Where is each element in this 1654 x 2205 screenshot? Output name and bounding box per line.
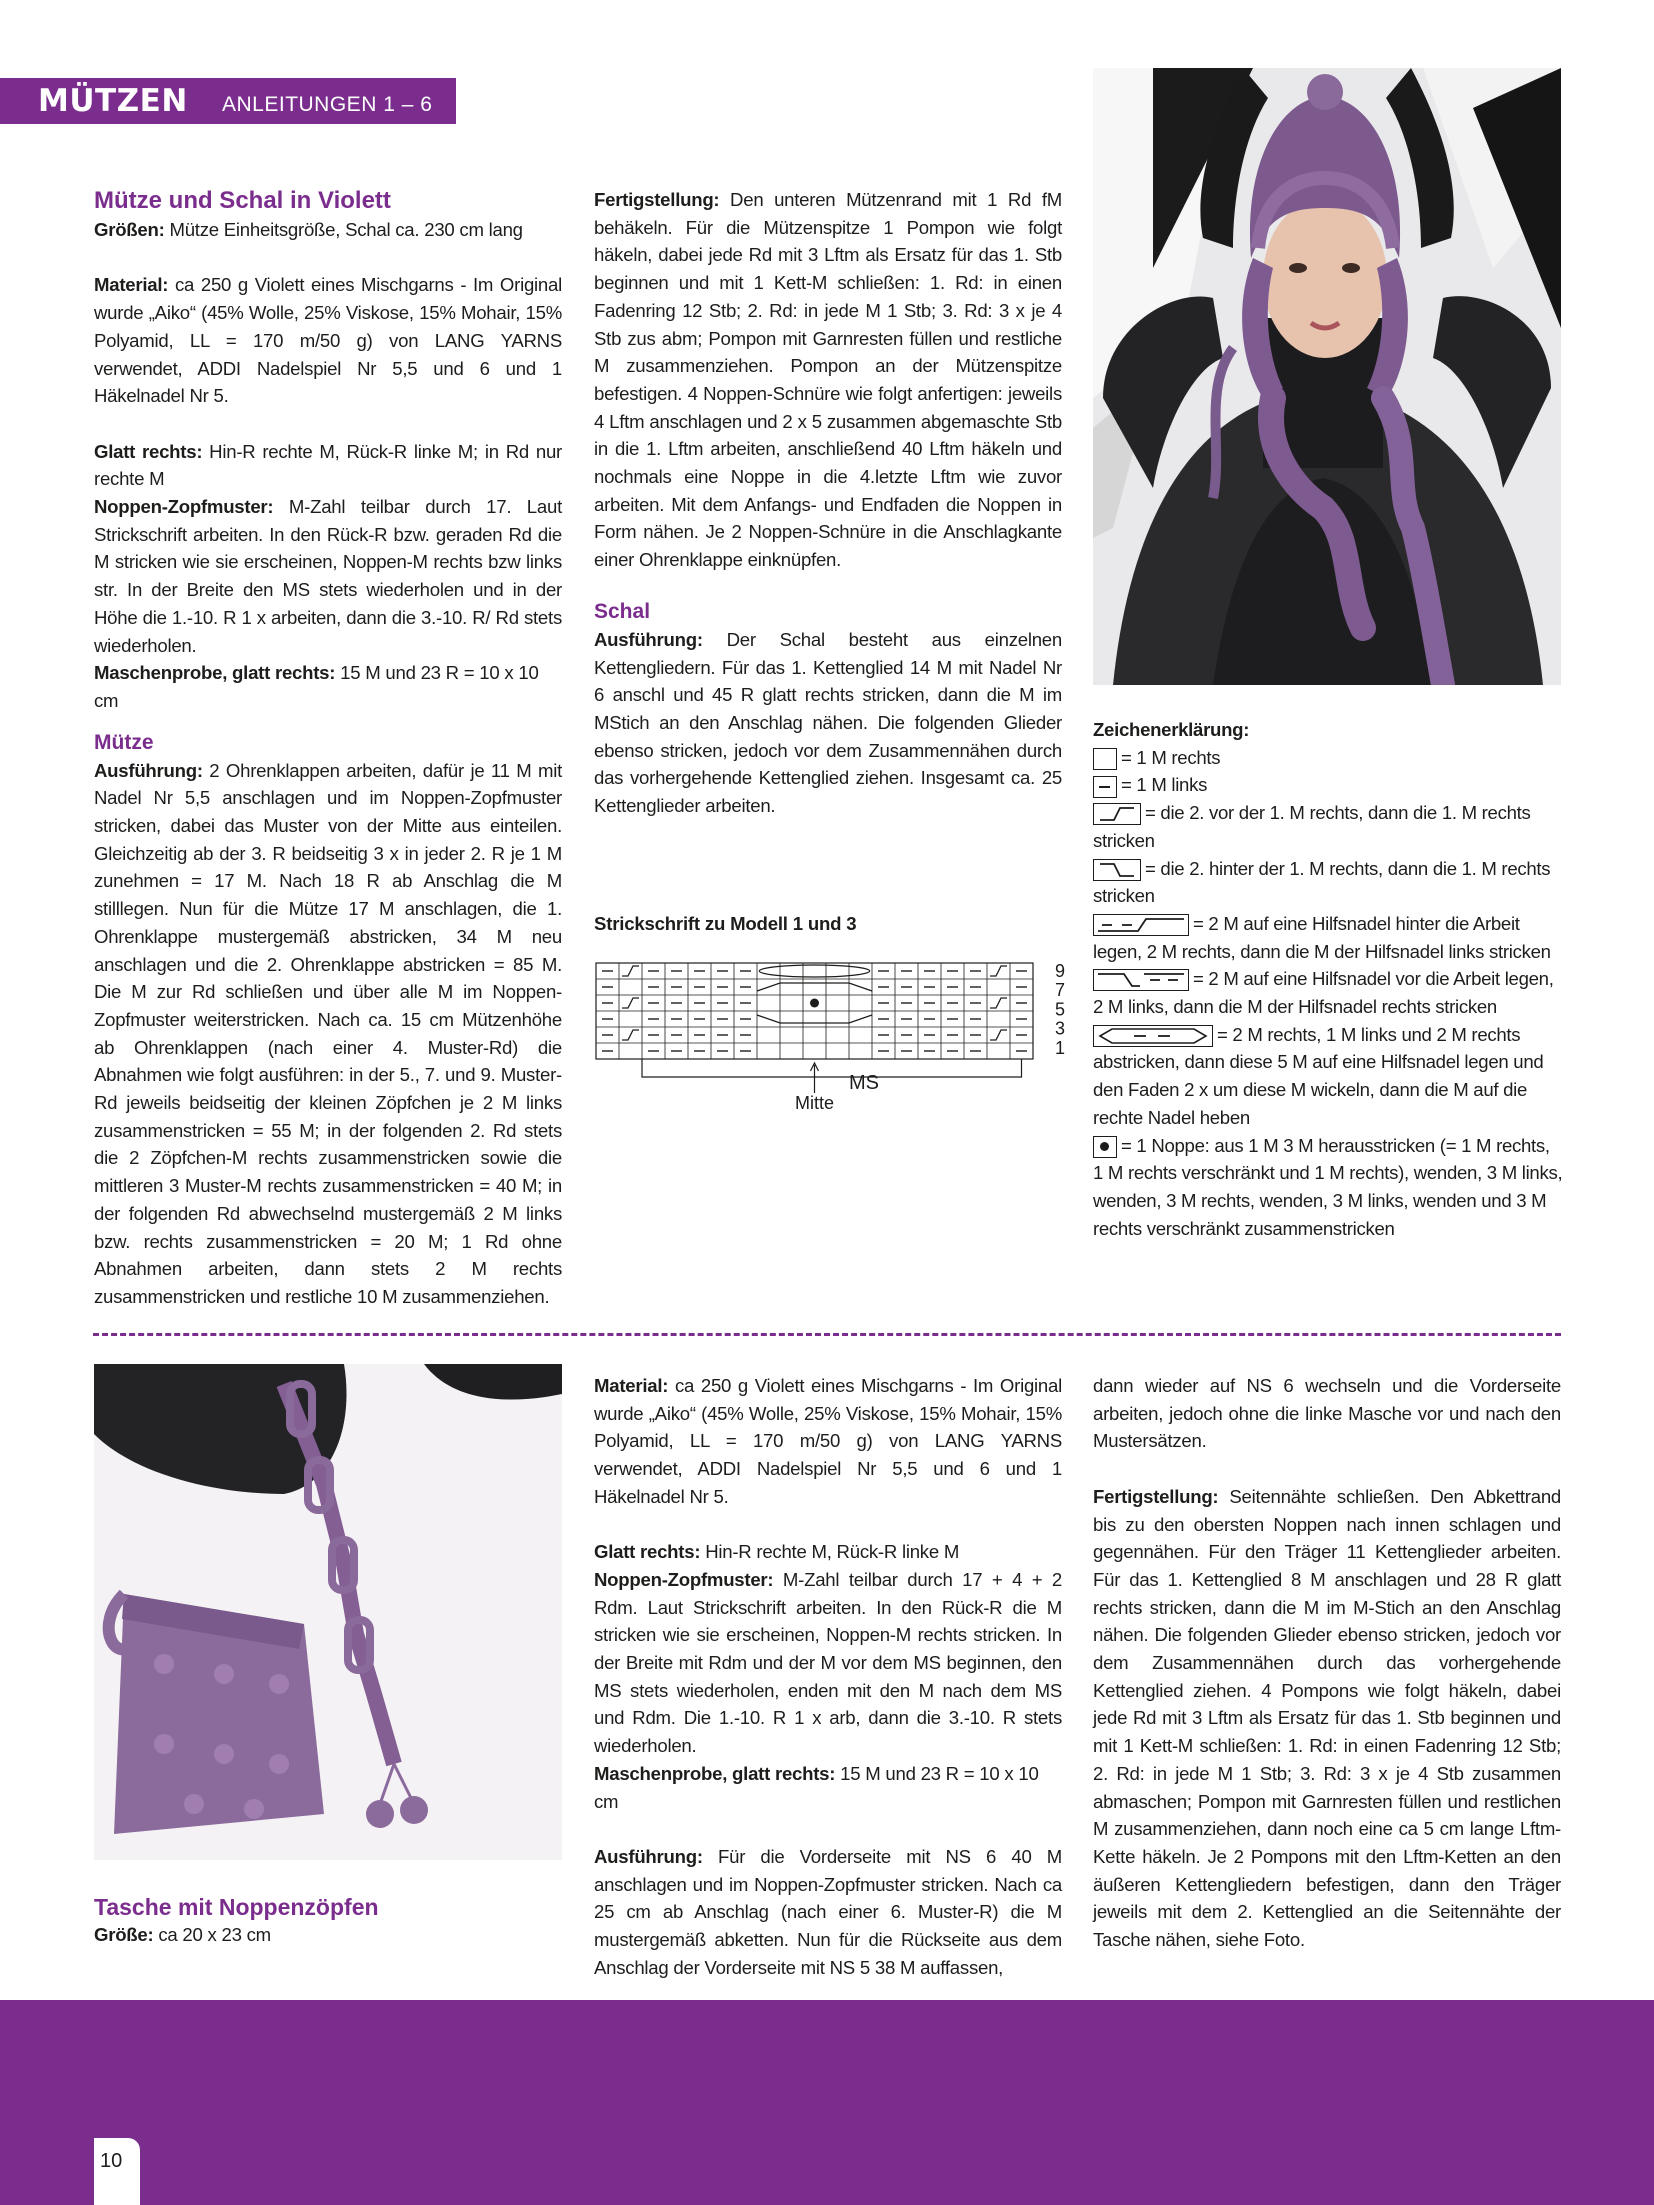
label: Ausführung: bbox=[94, 759, 203, 781]
label: Ausführung: bbox=[594, 1845, 703, 1867]
text: M-Zahl teilbar durch 17. Laut Strickschrift arbeiten. In den Rück-R bzw. geraden Rd die M stricken wie sie erscheinen, Noppen-M rechts bzw links str. In der Breite den MS stets wiederholen und in der Höhe die 1.-10. R 1 x arbeiten, dann die 3.-10. R/ Rd stets wiederholen. bbox=[94, 496, 562, 656]
chart-center-label: Mitte bbox=[794, 1093, 835, 1113]
text: 15 M und 23 R = 10 x 10 cm bbox=[594, 1762, 1039, 1812]
legend-item: = die 2. vor der 1. M rechts, dann die 1. M rechts stricken bbox=[1093, 802, 1531, 851]
label: Material: bbox=[594, 1375, 669, 1396]
text: Hin-R rechte M, Rück-R linke M bbox=[700, 1541, 960, 1563]
cable-back-symbol-icon bbox=[1093, 914, 1189, 936]
label: Noppen-Zopfmuster: bbox=[94, 496, 274, 517]
chart-row-label: 9 bbox=[1055, 961, 1066, 981]
text: ca 250 g Violett eines Mischgarns - Im Original wurde „Aiko“ (45% Wolle, 25% Viskose, 15% Mohair, 15% Polyamid, LL = 170 m/50 g) von LANG YARNS verwendet, ADDI Nadelspiel Nr 5,5 und 6 und 1 Häkelnadel Nr 5. bbox=[94, 274, 562, 407]
subsection-title: Mütze bbox=[94, 730, 154, 754]
bobble-symbol-icon bbox=[1093, 1136, 1117, 1158]
label: Fertigstellung: bbox=[594, 189, 720, 210]
chart-title: Strickschrift zu Modell 1 und 3 bbox=[594, 913, 857, 934]
label: Glatt rechts: bbox=[594, 1541, 701, 1563]
text: Mütze Einheitsgröße, Schal ca. 230 cm lang bbox=[164, 219, 523, 240]
bag-title: Tasche mit Noppenzöpfen bbox=[94, 1894, 379, 1920]
section-divider bbox=[93, 1333, 1561, 1336]
knit-symbol-icon bbox=[1093, 748, 1117, 770]
page-number: 10 bbox=[100, 2150, 123, 2172]
bag-caption bbox=[94, 1893, 562, 1949]
text: Den unteren Mützenrand mit 1 Rd fM behäkeln. Für die Mützenspitze 1 Pompon wie folgt häkeln, dabei jede Rd mit 3 Lftm als Ersatz für das 1. Stb beginnen und mit 1 Kett-M schließen: 1. Rd: in einen Fadenring 12 Stb; 2. Rd: in jede M 1 Stb; 3. Rd: 3 x je 4 Stb zus abm; Pompon mit Garnresten füllen und restliche M zusammenziehen. Pompon an der Mützenspitze befestigen. 4 Noppen-Schnüre wie folgt anfertigen: jeweils 4 Lftm anschlagen und 2 x 5 zusammen abgemaschte Stb in die 1. Lftm arbeiten, anschließend 40 Lftm häkeln und nochmals eine Noppe in die 4.letzte Lftm wie zuvor arbeiten. Mit dem Anfangs- und Endfaden die Noppen in Form nähen. Je 2 Noppen-Schnüre in die Anschlagkante einer Ohrenklappe einknüpfen. bbox=[594, 189, 1062, 571]
knitting-chart bbox=[592, 955, 1072, 1115]
text: Seitennähte schließen. Den Abkettrand bis zu den obersten Noppen nach innen schlagen und gegennähen. Für den Träger 11 Kettenglieder arbeiten. Für das 1. Kettenglied 8 M anschlagen und 28 R glatt rechts stricken, dann die M im M-Stich an den Anschlag nähen. Die folgenden Glieder ebenso stricken, jedoch vor dem Zusammennähen durch das vorhergehende Kettenglied ziehen. 4 Pompons wie folgt häkeln, dabei jede Rd mit 3 Lftm als Ersatz für das 1. Stb beginnen und mit 1 Kett-M schließen: 1. Rd: in einen Fadenring 12 Stb; 2. Rd: in jede M 1 Stb; 3. Rd: 3 x je 4 Stb zusammen abmaschen; Pompon mit Garnresten füllen und restlichen M zusammenziehen, dann noch eine ca 5 cm lange Lftm-Kette häkeln. Je 2 Pompons mit den Lftm-Ketten an den äußeren Kettengliedern befestigen, dann den Träger jeweils mit dem 2. Kettenglied an die Seitennähte der Tasche nähen, siehe Foto. bbox=[1093, 1485, 1561, 1951]
subsection-title: Schal bbox=[594, 599, 651, 623]
cable-front-symbol-icon bbox=[1093, 969, 1189, 991]
section-subtitle: ANLEITUNGEN 1 – 6 bbox=[222, 93, 433, 116]
wrap-symbol-icon bbox=[1093, 1025, 1213, 1047]
label: Größe: bbox=[94, 1924, 154, 1945]
bag-column-3 bbox=[1093, 1372, 1561, 1954]
text: ca 20 x 23 cm bbox=[153, 1924, 271, 1945]
label: Material: bbox=[94, 274, 169, 296]
legend-item: = 1 M rechts bbox=[1121, 746, 1221, 768]
label: Fertigstellung: bbox=[1093, 1485, 1219, 1507]
text: ca 250 g Violett eines Mischgarns - Im Original wurde „Aiko“ (45% Wolle, 25% Viskose, 15% Mohair, 15% Polyamid, LL = 170 m/50 g) von LANG YARNS verwendet, ADDI Nadelspiel Nr 5,5 und 6 und 1 Häkelnadel Nr 5. bbox=[594, 1375, 1062, 1507]
legend-item: = 1 M links bbox=[1121, 774, 1208, 796]
chart-row-label: 3 bbox=[1055, 1018, 1066, 1039]
column-2 bbox=[594, 186, 1062, 820]
bag-column-2 bbox=[594, 1372, 1062, 1981]
chart-row-label: 1 bbox=[1055, 1037, 1066, 1058]
article-title: Mütze und Schal in Violett bbox=[94, 187, 391, 214]
legend-item: = 2 M rechts, 1 M links und 2 M rechts abstricken, dann diese 5 M auf eine Hilfsnadel legen und den Faden 2 x um diese M wickeln, dann die M auf die rechte Nadel heben bbox=[1093, 1023, 1544, 1128]
label: Maschenprobe, glatt rechts: bbox=[594, 1762, 836, 1784]
legend-item: = die 2. hinter der 1. M rechts, dann die 1. M rechts stricken bbox=[1093, 857, 1551, 907]
bag-photo bbox=[94, 1364, 562, 1860]
cross-left-symbol-icon bbox=[1093, 859, 1141, 881]
label: Größen: bbox=[94, 219, 165, 240]
label: Maschenprobe, glatt rechts: bbox=[94, 662, 336, 684]
column-1 bbox=[94, 186, 562, 1311]
label: Noppen-Zopfmuster: bbox=[594, 1568, 774, 1590]
legend-title: Zeichenerklärung: bbox=[1093, 719, 1250, 740]
section-title: MÜTZEN bbox=[38, 83, 188, 119]
chart-row-label: 7 bbox=[1055, 980, 1066, 1001]
chart-repeat-label: MS bbox=[849, 1072, 879, 1094]
text: dann wieder auf NS 6 wechseln und die Vorderseite arbeiten, jedoch ohne die linke Masche vor und nach den Mustersätzen. bbox=[1093, 1375, 1561, 1452]
hat-model-photo bbox=[1093, 68, 1561, 685]
legend-item: = 1 Noppe: aus 1 M 3 M herausstricken (= 1 M rechts, 1 M rechts verschränkt und 1 M rechts), wenden, 3 M links, wenden, 3 M rechts, wenden, 3 M links, wenden und 3 M rechts verschränkt zusammenstricken bbox=[1093, 1134, 1563, 1239]
label: Ausführung: bbox=[594, 628, 703, 650]
text: 15 M und 23 R = 10 x 10 cm bbox=[94, 662, 539, 711]
footer-bar bbox=[0, 2000, 1654, 2205]
text: M-Zahl teilbar durch 17 + 4 + 2 Rdm. Laut Strickschrift arbeiten. In den Rück-R die M stricken wie sie erscheinen, Noppen-M rechts stricken. In der Breite mit Rdm und der M vor dem MS beginnen, den MS stets wiederholen, enden mit den M nach dem MS und Rdm. Die 1.-10. R 1 x arb, dann die 3.-10. R stets wiederholen. bbox=[594, 1568, 1062, 1757]
purl-symbol-icon bbox=[1093, 776, 1117, 798]
legend-item: = 2 M auf eine Hilfsnadel vor die Arbeit legen, 2 M links, dann die M der Hilfsnadel rechts stricken bbox=[1093, 968, 1554, 1018]
text: Der Schal besteht aus einzelnen Kettengliedern. Für das 1. Kettenglied 14 M mit Nadel Nr 6 anschl und 45 R glatt rechts stricken, dann die M im MStich an den Anschlag nähen. Die folgenden Glieder ebenso stricken, jedoch vor dem Zusammennähen durch das vorhergehende Kettenglied ziehen. Insgesamt ca. 25 Kettenglieder arbeiten. bbox=[594, 628, 1062, 817]
chart-row-label: 5 bbox=[1055, 999, 1066, 1020]
text: 2 Ohrenklappen arbeiten, dafür je 11 M mit Nadel Nr 5,5 anschlagen und im Noppen-Zopfmuster stricken, dabei das Muster von der Mitte aus einteilen. Gleichzeitig ab der 3. R beidseitig 3 x in jeder 2. R je 1 M zunehmen = 17 M. Nach 18 R ab Anschlag die M stilllegen. Nun für die Mütze 17 M anschlagen, die 1. Ohrenklappe mustergemäß abstricken, 34 M neu anschlagen und die 2. Ohrenklappe abstricken = 85 M. Die M zur Rd schließen und über alle M im Noppen-Zopfmuster weiterstricken. Nach ca. 15 cm Mützenhöhe ab Ohrenklappen (nach einer 4. Muster-Rd) die Abnahmen wie folgt ausführen: in der 5., 7. und 9. Muster-Rd jeweils beidseitig der kleinen Zöpfchen je 2 M links zusammenstricken = 55 M; in der folgenden 2. Rd stets die 2 Zöpfchen-M rechts zusammenstricken sowie die mittleren 3 Muster-M rechts zusammenstricken = 40 M; in der folgenden Rd abwechselnd mustergemäß 2 M links bzw. rechts zusammenstricken = 20 M; 1 Rd ohne Abnahmen arbeiten, dann stets 2 M rechts zusammenstricken und restliche 10 M zusammenziehen. bbox=[94, 759, 562, 1307]
cross-right-symbol-icon bbox=[1093, 803, 1141, 825]
text: Für die Vorderseite mit NS 6 40 M anschlagen und im Noppen-Zopfmuster stricken. Nach ca 25 cm ab Anschlag (nach einer 6. Muster-R) die M mustergemäß abketten. Nun für die Rückseite aus dem Anschlag der Vorderseite mit NS 5 38 M auffassen, bbox=[594, 1845, 1062, 1978]
legend bbox=[1093, 716, 1563, 1242]
legend-item: = 2 M auf eine Hilfsnadel hinter die Arbeit legen, 2 M rechts, dann die M der Hilfsnadel links stricken bbox=[1093, 912, 1551, 962]
label: Glatt rechts: bbox=[94, 440, 203, 462]
text: Hin-R rechte M, Rück-R linke M; in Rd nur rechte M bbox=[94, 440, 562, 490]
